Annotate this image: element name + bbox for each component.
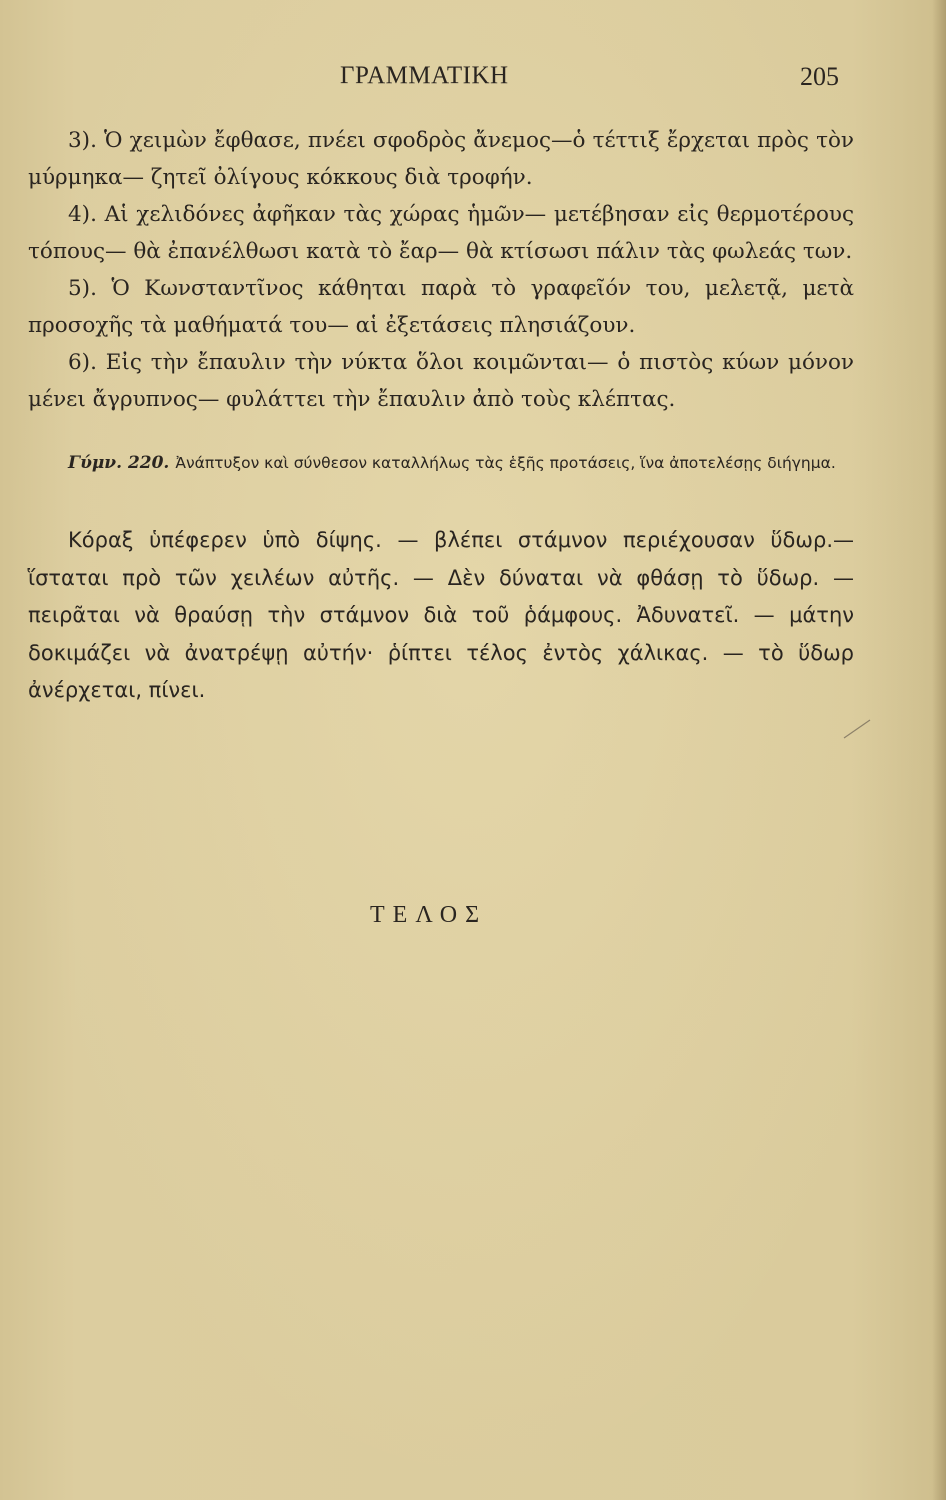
exercise-paragraph: 6). Εἰς τὴν ἔπαυλιν τὴν νύκτα ὅλοι κοιμῶνται— ὁ πιστὸς κύων μόνον μένει ἄγρυπνος— φυλάττει τὴν ἔπαυλιν ἀπὸ τοὺς κλέπτας.	[28, 350, 854, 412]
running-title: ΓΡΑΜΜΑΤΙΚΗ	[340, 62, 509, 89]
end-mark: ΤΕΛΟΣ	[370, 902, 488, 928]
exercise-paragraph: 4). Αἱ χελιδόνες ἀφῆκαν τὰς χώρας ἡμῶν— μετέβησαν εἰς θερμοτέρους τόπους— θὰ ἐπανέλθωσι κατὰ τὸ ἔαρ— θὰ κτίσωσι πάλιν τὰς φωλεάς των.	[28, 202, 854, 264]
page-edge-shadow	[932, 0, 946, 1500]
instruction-text: Ἀνάπτυξον καὶ σύνθεσον καταλλήλως τὰς ἑξῆς προτάσεις, ἵνα ἀποτελέσῃς διήγημα.	[175, 454, 836, 472]
exercise-label: Γύμν. 220.	[68, 453, 170, 473]
exercise-instruction	[28, 448, 854, 478]
exercise-paragraph: 5). Ὁ Κωνσταντῖνος κάθηται παρὰ τὸ γραφεῖόν του, μελετᾷ, μετὰ προσοχῆς τὰ μαθήματά του— αἱ ἐξετάσεις πλησιάζουν.	[28, 276, 854, 338]
exercise-list	[28, 122, 854, 418]
page-header	[0, 62, 946, 96]
exercise-paragraph: 3). Ὁ χειμὼν ἔφθασε, πνέει σφοδρὸς ἄνεμος—ὁ τέττιξ ἔρχεται πρὸς τὸν μύρμηκα— ζητεῖ ὀλίγους κόκκους διὰ τροφήν.	[28, 128, 854, 190]
story-paragraph: Κόραξ ὑπέφερεν ὑπὸ δίψης. — βλέπει στάμνον περιέχουσαν ὕδωρ.— ἵσταται πρὸ τῶν χειλέων αὐτῆς. — Δὲν δύναται νὰ φθάσῃ τὸ ὕδωρ. — πειρᾶται νὰ θραύσῃ τὴν στάμνον διὰ τοῦ ῥάμφους. Ἀδυνατεῖ. — μάτην δοκιμάζει νὰ ἀνατρέψῃ αὐτήν· ῥίπτει τέλος ἐντὸς χάλικας. — τὸ ὕδωρ ἀνέρχεται, πίνει.	[28, 528, 854, 702]
pencil-stroke-mark	[842, 718, 872, 740]
page-number: 205	[800, 62, 839, 91]
